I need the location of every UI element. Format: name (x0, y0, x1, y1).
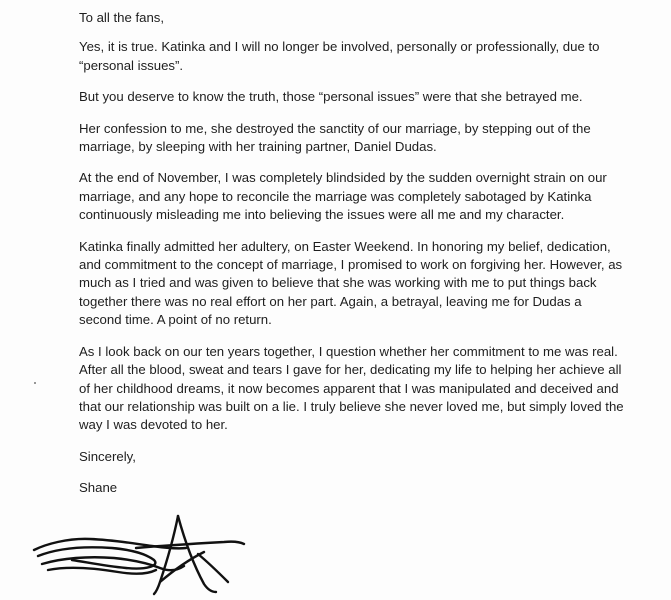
letter-paragraph-5: Katinka finally admitted her adultery, on Easter Weekend. In honoring my belief, dedication, and commitment to the concept of marriage, I promised to work on forgiving her. However, as much as I tried and was given to believe that she was working with me to put things back together there was no real effort on her part. Again, a betrayal, leaving me for Dudas a second time. A point of no return. (79, 238, 623, 328)
letter-body (79, 9, 624, 511)
letter-closing: Sincerely, (79, 448, 136, 464)
letter-salutation: To all the fans, (79, 10, 165, 25)
letter-paragraph-2: But you deserve to know the truth, those “personal issues” were that she betrayed me. (79, 89, 583, 105)
handwritten-signature (28, 508, 248, 596)
letter-paragraph-4: At the end of November, I was completely blindsided by the sudden overnight strain on our marriage, and any hope to reconcile the marriage was completely sabotaged by Katinka continuously misleading me into believing the issues were all me and my character. (79, 170, 607, 223)
letter-paragraph-6: As I look back on our ten years together, I question whether her commitment to me was real. After all the blood, sweat and tears I gave for her, dedicating my life to helping her achieve all of her childhood dreams, it now becomes apparent that I was manipulated and deceived and that our relationship was built on a lie. I truly believe she never loved me, but simply loved the way I was devoted to her. (79, 343, 624, 433)
paper-speck (34, 382, 36, 384)
letter-signer-name: Shane (79, 480, 118, 496)
letter-paragraph-3: Her confession to me, she destroyed the sanctity of our marriage, by stepping out of the marriage, by sleeping with her training partner, Daniel Dudas. (79, 120, 591, 155)
letter-paragraph-1: Yes, it is true. Katinka and I will no longer be involved, personally or professionally, due to “personal issues”. (79, 39, 600, 73)
